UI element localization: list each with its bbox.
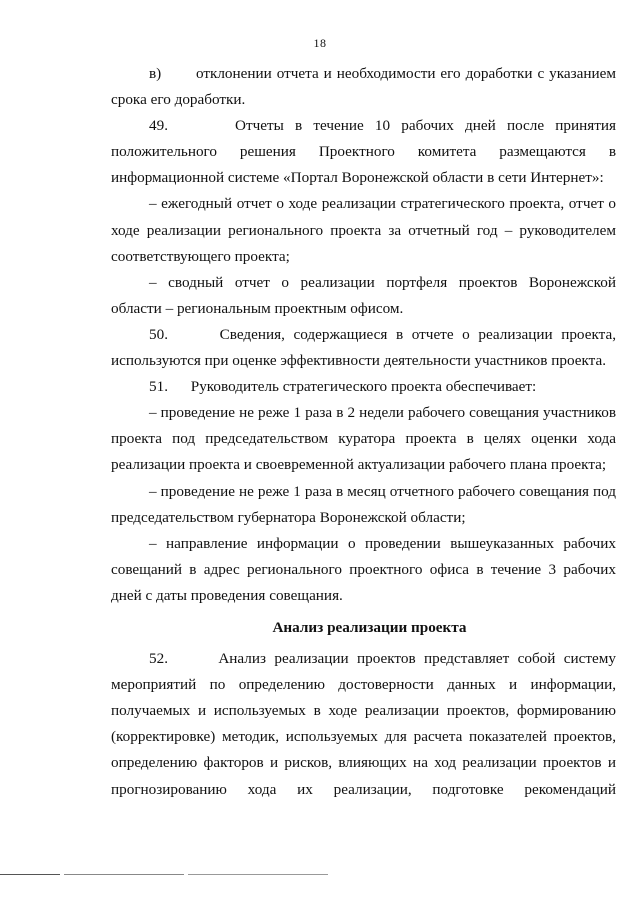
paragraph-51: 51. Руководитель стратегического проекта обеспечивает: [149,378,537,396]
paragraph-52: 52. Анализ реализации проектов представляет собой систему мероприятий по определению достоверности данных и информации, получаемых и используемых в ходе реализации проектов, формированию (корректировке) методик, используемых для расчета показателей проектов, определению факторов и рисков, влияющих на ход реализации проектов и прогнозированию хода их реализации, подготовке рекомендаций [111,650,616,798]
list-item-biweekly-meeting: – проведение не реже 1 раза в 2 недели рабочего совещания участников проекта под председательством куратора проекта в целях оценки хода реализации проекта и своевременной актуализации рабочего плана проекта; [111,404,616,474]
paragraph-49: 49. Отчеты в течение 10 рабочих дней после принятия положительного решения Проектного комитета размещаются в информационной системе «Портал Воронежской области в сети Интернет»: [111,117,616,187]
paragraph-50: 50. Сведения, содержащиеся в отчете о реализации проекта, используются при оценке эффективности деятельности участников проекта. [111,325,616,370]
document-body [111,61,616,803]
footer-scan-line [0,872,640,878]
list-item-monthly-meeting: – проведение не реже 1 раза в месяц отчетного рабочего совещания под председательством губернатора Воронежской области; [111,482,616,526]
section-heading: Анализ реализации проекта [272,618,467,636]
list-item-meeting-info: – направление информации о проведении вышеуказанных рабочих совещаний в адрес регионального проектного офиса в течение 3 рабочих дней с даты проведения совещания. [111,534,616,604]
list-item-summary-report: – сводный отчет о реализации портфеля проектов Воронежской области – региональным проектным офисом. [111,273,616,317]
list-item-annual-report: – ежегодный отчет о ходе реализации стратегического проекта, отчет о ходе реализации регионального проекта за отчетный год – руководителем соответствующего проекта; [111,195,616,265]
paragraph-v: в) отклонении отчета и необходимости его доработки с указанием срока его доработки. [111,65,616,109]
page-number: 18 [313,36,327,50]
